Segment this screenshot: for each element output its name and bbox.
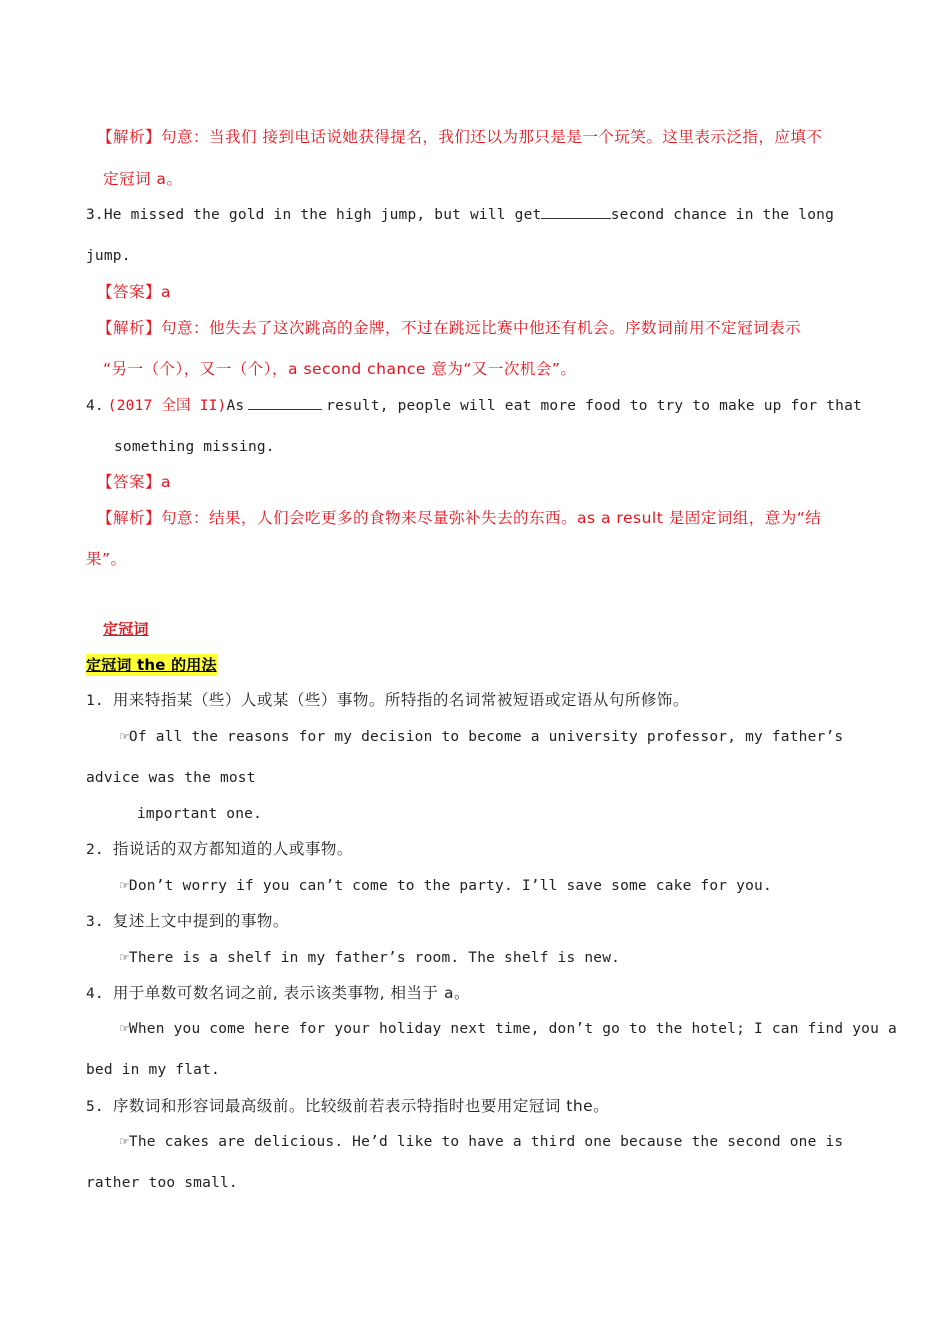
rule-number: 2. bbox=[86, 842, 104, 858]
rule-1-example-line2: advice was the most bbox=[86, 770, 256, 786]
rule-1-example-line3: important one. bbox=[137, 806, 263, 822]
section-title: 定冠词 bbox=[103, 620, 149, 638]
q4-blank[interactable] bbox=[248, 395, 322, 410]
q3-stem bbox=[86, 204, 834, 226]
rule-2 bbox=[86, 838, 353, 861]
rule-1 bbox=[86, 689, 689, 712]
q4-answer: 【答案】a bbox=[97, 473, 171, 491]
rule-3-example: ☞There is a shelf in my father’s room. The shelf is new. bbox=[120, 950, 621, 966]
q4-source: (2017 全国 II) bbox=[107, 398, 227, 414]
rule-number: 5. bbox=[86, 1099, 104, 1115]
example-text: ☞Of all the reasons for my decision to become a university professor, my father’s bbox=[120, 729, 844, 745]
rule-4-example bbox=[120, 1018, 897, 1040]
q4-number: 4. bbox=[86, 398, 104, 414]
rule-1-example bbox=[120, 726, 864, 748]
rule-5-example-line2: rather too small. bbox=[86, 1175, 238, 1191]
section-subtitle: 定冠词 the 的用法 bbox=[86, 656, 217, 674]
q4-analysis-line2: 果”。 bbox=[86, 550, 127, 568]
rule-text: 序数词和形容词最高级前。比较级前若表示特指时也要用定冠词 the。 bbox=[112, 1097, 610, 1115]
rule-number: 4. bbox=[86, 986, 104, 1002]
q3-number: 3. bbox=[86, 207, 104, 223]
rule-number: 1. bbox=[86, 693, 104, 709]
q3-stem-line2: jump. bbox=[86, 248, 131, 264]
rule-text: 用来特指某（些）人或某（些）事物。所特指的名词常被短语或定语从句所修饰。 bbox=[112, 691, 689, 709]
q3-analysis-line1: 【解析】句意：他失去了这次跳高的金牌，不过在跳远比赛中他还有机会。序数词前用不定冠词表示 bbox=[97, 319, 802, 337]
example-text: ☞When you come here for your holiday next time, don’t go to the hotel; I can find you a bbox=[120, 1021, 897, 1037]
rule-5-example bbox=[120, 1131, 864, 1153]
q3-stem-after: second chance in the long bbox=[610, 207, 834, 223]
q4-stem-before: As bbox=[226, 398, 245, 414]
q2-analysis-line1: 【解析】句意：当我们 接到电话说她获得提名，我们还以为那只是是一个玩笑。这里表示泛指，应填不 bbox=[97, 128, 823, 146]
q4-analysis-line1: 【解析】句意：结果，人们会吃更多的食物来尽量弥补失去的东西。as a result 是固定词组，意为“结 bbox=[97, 509, 822, 527]
rule-3 bbox=[86, 910, 289, 933]
example-text: ☞The cakes are delicious. He’d like to have a third one because the second one is bbox=[120, 1134, 844, 1150]
rule-2-example: ☞Don’t worry if you can’t come to the party. I’ll save some cake for you. bbox=[120, 878, 772, 894]
q3-answer: 【答案】a bbox=[97, 283, 171, 301]
rule-text: 指说话的双方都知道的人或事物。 bbox=[112, 840, 353, 858]
rule-number: 3. bbox=[86, 914, 104, 930]
rule-4 bbox=[86, 982, 470, 1005]
q3-analysis-line2: “另一（个），又一（个），a second chance 意为“又一次机会”。 bbox=[103, 360, 577, 378]
rule-text: 复述上文中提到的事物。 bbox=[112, 912, 289, 930]
q4-stem bbox=[86, 395, 862, 417]
q4-stem-line2: something missing. bbox=[114, 439, 275, 455]
q4-stem-after: result, people will eat more food to try to make up for that bbox=[326, 398, 862, 414]
rule-4-example-line2: bed in my flat. bbox=[86, 1062, 220, 1078]
q3-stem-before: He missed the gold in the high jump, but will get bbox=[103, 207, 542, 223]
q3-blank[interactable] bbox=[541, 204, 610, 219]
rule-5 bbox=[86, 1095, 609, 1118]
q2-analysis-line2: 定冠词 a。 bbox=[103, 170, 183, 188]
rule-text: 用于单数可数名词之前, 表示该类事物, 相当于 a。 bbox=[112, 984, 470, 1002]
